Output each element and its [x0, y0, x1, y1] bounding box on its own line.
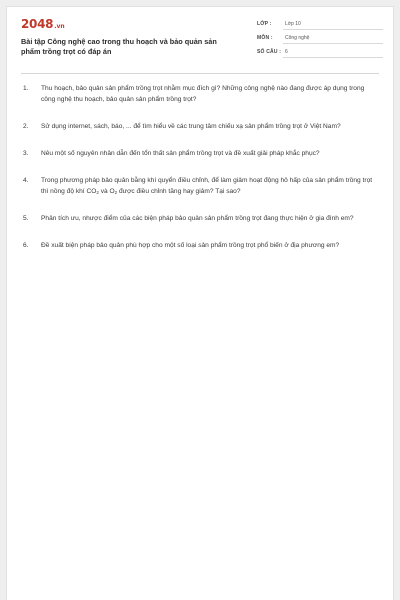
question-number: 4.	[23, 177, 29, 184]
subscript: 2	[114, 190, 118, 195]
site-logo[interactable]	[21, 17, 65, 31]
header-divider	[21, 73, 379, 74]
question-text	[41, 177, 372, 195]
question-number: 5.	[23, 215, 29, 222]
question-number: 6.	[23, 242, 29, 249]
meta-label: LỚP :	[257, 21, 272, 27]
meta-value: 6	[285, 49, 288, 55]
question-number: 1.	[23, 85, 29, 92]
document-title: Bài tập Công nghệ cao trong thu hoạch và bảo quản sản phẩm trồng trọt có đáp án	[21, 37, 217, 56]
meta-value: Công nghệ	[285, 35, 310, 41]
question-number: 2.	[23, 123, 29, 130]
question-item	[23, 148, 379, 159]
question-item	[23, 121, 379, 132]
meta-underline	[283, 29, 383, 30]
question-text-part: được điều chỉnh tăng hay giảm? Tại sao?	[117, 188, 241, 195]
meta-underline	[283, 57, 383, 58]
question-text: Nêu một số nguyên nhân dẫn đến tổn thất sản phẩm trồng trọt và đề xuất giải pháp khắc phục?	[41, 150, 320, 157]
question-list	[23, 83, 379, 267]
question-item	[23, 240, 379, 251]
question-item	[23, 175, 379, 197]
meta-label: SỐ CÂU :	[257, 49, 282, 55]
worksheet-meta	[257, 19, 383, 61]
subscript: 2	[96, 190, 99, 195]
question-text: Phân tích ưu, nhược điểm của các biện pháp bảo quản sản phẩm trồng trọt đang thực hiện ở gia đình em?	[41, 215, 354, 222]
question-item	[23, 83, 379, 105]
meta-label: MÔN :	[257, 35, 273, 41]
worksheet-header	[21, 15, 383, 71]
question-text-part: Trong phương pháp bảo quản bằng khí quyển điều chỉnh, để làm giảm hoạt động hô hấp của sản phẩm trồng trọt thì nồng độ khí CO	[41, 177, 373, 195]
question-text: Đề xuất biện pháp bảo quản phù hợp cho một số loại sản phẩm trồng trọt phổ biến ở địa phương em?	[41, 242, 340, 249]
meta-row-subject	[257, 33, 383, 47]
question-text-part: và O	[98, 188, 115, 195]
meta-row-class	[257, 19, 383, 33]
meta-row-question-count	[257, 47, 383, 61]
question-text: Sử dụng internet, sách, báo, ... để tìm hiểu về các trung tâm chiếu xạ sản phẩm trồng trọt ở Việt Nam?	[41, 123, 341, 130]
question-number: 3.	[23, 150, 29, 157]
worksheet-page	[6, 6, 394, 600]
meta-value: Lớp 10	[285, 21, 301, 27]
logo-text: 2048	[21, 17, 54, 31]
meta-underline	[283, 43, 383, 44]
logo-domain-suffix: .vn	[54, 23, 65, 30]
question-item	[23, 213, 379, 224]
question-text: Thu hoạch, bảo quản sản phẩm trồng trọt nhằm mục đích gì? Những công nghệ nào đang được áp dụng trong công nghệ thu hoạch, bảo quản sản phẩm trồng trọt?	[41, 85, 365, 103]
